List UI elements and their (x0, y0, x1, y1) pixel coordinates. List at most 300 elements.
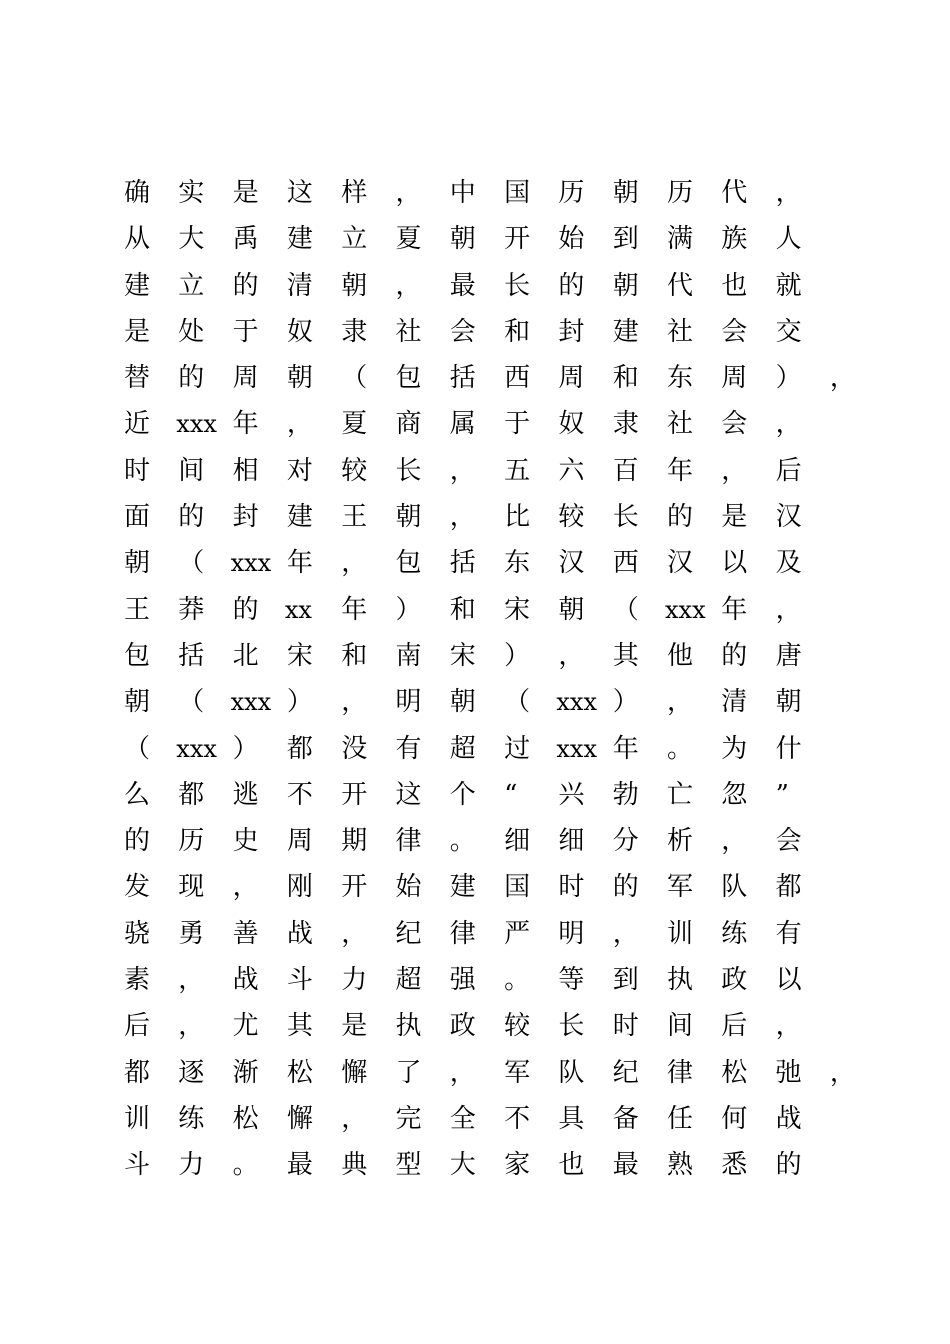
text-char: ， (721, 826, 748, 857)
text-char: 和 (504, 316, 531, 347)
text-char: 清 (286, 270, 313, 301)
text-char: 都 (178, 779, 205, 810)
text-line (124, 216, 854, 262)
text-char: 兴 (558, 779, 585, 810)
text-char: ， (775, 1011, 802, 1042)
text-char: 隶 (612, 409, 639, 440)
text-line (124, 309, 854, 355)
text-char: 立 (178, 270, 205, 301)
text-char: ， (232, 872, 259, 903)
text-char: 历 (667, 178, 694, 208)
text-char: 会 (721, 316, 748, 347)
text-char: ， (395, 270, 422, 301)
text-char: 熟 (667, 1150, 694, 1181)
text-char: 是 (721, 502, 748, 533)
text-char: 。 (449, 826, 476, 857)
text-char: 逃 (232, 779, 259, 810)
text-char: 细 (558, 826, 585, 857)
text-char: 忽 (721, 779, 748, 810)
text-char: 于 (232, 316, 259, 347)
text-char: 松 (286, 1057, 313, 1088)
text-char: 军 (504, 1057, 531, 1088)
text-char: 近 (124, 409, 151, 440)
text-char: 等 (558, 965, 585, 996)
text-char: 替 (124, 363, 151, 394)
text-char: ， (341, 687, 368, 718)
text-char: 都 (286, 733, 313, 764)
text-char: 六 (558, 455, 585, 486)
text-char: 建 (124, 270, 151, 301)
text-char: 纪 (395, 918, 422, 949)
text-char: 什 (775, 733, 802, 764)
text-char: xxx (556, 734, 597, 763)
text-char: 力 (178, 1150, 205, 1181)
text-char: 强 (449, 965, 476, 996)
text-char: 队 (558, 1057, 585, 1088)
text-char: 和 (449, 594, 476, 625)
text-char: 样 (341, 178, 368, 208)
text-char: 明 (558, 918, 585, 949)
text-char: 长 (558, 1011, 585, 1042)
text-char: 社 (395, 316, 422, 347)
text-line (124, 401, 854, 447)
text-char: ， (721, 455, 748, 486)
text-char: xxx (665, 595, 706, 624)
text-char: 现 (178, 872, 205, 903)
text-char: 勃 (612, 779, 639, 810)
text-char: 社 (667, 409, 694, 440)
text-char: 的 (667, 502, 694, 533)
text-char: 最 (286, 1150, 313, 1181)
text-char: 周 (232, 363, 259, 394)
text-char: ” (775, 779, 789, 810)
text-char: 属 (449, 409, 476, 440)
text-char: 满 (667, 224, 694, 255)
text-char: 东 (504, 548, 531, 579)
text-line (124, 448, 854, 494)
text-char: 细 (504, 826, 531, 857)
text-char: 时 (124, 455, 151, 486)
text-char: 年 (667, 455, 694, 486)
text-char: 年 (232, 409, 259, 440)
text-char: 年 (612, 733, 639, 764)
text-char: 面 (124, 502, 151, 533)
text-char: 执 (395, 1011, 422, 1042)
text-char: 这 (395, 779, 422, 810)
text-char: 骁 (124, 918, 151, 949)
text-char: ， (341, 548, 368, 579)
text-char: 朝 (124, 548, 151, 579)
text-char: 建 (449, 872, 476, 903)
text-line (124, 1142, 854, 1188)
text-char: 队 (721, 872, 748, 903)
text-char: （ (612, 594, 639, 625)
text-char: 开 (341, 779, 368, 810)
text-char: 社 (667, 316, 694, 347)
text-char: 时 (558, 872, 585, 903)
text-char: 朝 (395, 502, 422, 533)
text-char: 善 (232, 918, 259, 949)
text-char: 是 (232, 178, 259, 208)
text-char: 和 (341, 640, 368, 671)
text-char: 开 (504, 224, 531, 255)
text-char: 是 (124, 316, 151, 347)
text-char: 禹 (232, 224, 259, 255)
text-char: 族 (721, 224, 748, 255)
text-char: 朝 (449, 687, 476, 718)
text-char: 力 (341, 965, 368, 996)
text-char: 人 (775, 224, 802, 255)
text-char: 比 (504, 502, 531, 533)
text-char: ） (775, 363, 802, 394)
text-char: 始 (558, 224, 585, 255)
text-char: ， (775, 594, 802, 625)
text-char: 了 (395, 1057, 422, 1088)
text-char: 律 (449, 918, 476, 949)
text-char: 政 (721, 965, 748, 996)
text-line (124, 1050, 854, 1096)
text-char: 的 (178, 363, 205, 394)
text-char: 不 (504, 1103, 531, 1134)
text-char: 长 (504, 270, 531, 301)
text-char: 以 (775, 965, 802, 996)
text-char: 代 (721, 178, 748, 208)
text-char: 奴 (558, 409, 585, 440)
text-char: 其 (286, 1011, 313, 1042)
text-char: 期 (341, 826, 368, 857)
text-char: 汉 (775, 502, 802, 533)
text-char: 最 (449, 270, 476, 301)
text-char: 也 (558, 1150, 585, 1181)
text-char: 政 (449, 1011, 476, 1042)
text-char: 律 (395, 826, 422, 857)
text-char: 后 (721, 1011, 748, 1042)
text-char: 渐 (232, 1057, 259, 1088)
text-char: 宋 (504, 594, 531, 625)
text-char: 从 (124, 224, 151, 255)
text-char: 较 (504, 1011, 531, 1042)
text-char: 大 (449, 1150, 476, 1181)
text-char: ， (449, 502, 476, 533)
text-char: 备 (612, 1103, 639, 1134)
text-char: 朝 (775, 687, 802, 718)
text-char: 纪 (612, 1057, 639, 1088)
text-char: 斗 (124, 1150, 151, 1181)
text-char: 北 (232, 640, 259, 671)
text-char: 较 (341, 455, 368, 486)
text-char: ， (178, 1011, 205, 1042)
text-char: 始 (395, 872, 422, 903)
text-char: 封 (558, 316, 585, 347)
text-char: xxx (176, 410, 217, 439)
text-char: 松 (721, 1057, 748, 1088)
text-char: 执 (667, 965, 694, 996)
text-char: ） (612, 687, 639, 718)
text-char: 家 (504, 1150, 531, 1181)
text-char: 长 (395, 455, 422, 486)
text-char: 商 (395, 409, 422, 440)
text-char: 具 (558, 1103, 585, 1134)
text-char: 的 (124, 826, 151, 857)
text-char: ， (449, 455, 476, 486)
text-char: 及 (775, 548, 802, 579)
text-char: 型 (395, 1150, 422, 1181)
text-line (124, 772, 854, 818)
text-char: 于 (504, 409, 531, 440)
text-char: 历 (558, 178, 585, 208)
text-char: 过 (504, 733, 531, 764)
text-char: 为 (721, 733, 748, 764)
text-char: 全 (449, 1103, 476, 1134)
text-char: “ (504, 779, 518, 810)
text-char: 立 (341, 224, 368, 255)
text-char: ， (667, 687, 694, 718)
text-char: 其 (612, 640, 639, 671)
text-char: 的 (721, 640, 748, 671)
text-char: ， (829, 363, 856, 394)
text-line (124, 633, 854, 679)
text-line (124, 726, 854, 772)
text-line (124, 1003, 854, 1049)
text-char: ， (558, 640, 585, 671)
text-char: 也 (721, 270, 748, 301)
text-char: 不 (286, 779, 313, 810)
text-char: 年 (721, 594, 748, 625)
text-char: 朝 (341, 270, 368, 301)
text-char: 到 (612, 965, 639, 996)
text-char: 周 (286, 826, 313, 857)
text-line (124, 1096, 854, 1142)
text-char: 宋 (286, 640, 313, 671)
text-char: 历 (178, 826, 205, 857)
text-char: 的 (232, 270, 259, 301)
text-char: 弛 (775, 1057, 802, 1088)
text-char: ， (395, 178, 422, 208)
text-char: 任 (667, 1103, 694, 1134)
text-char: 训 (124, 1103, 151, 1134)
text-char: 朝 (612, 178, 639, 208)
text-line (124, 957, 854, 1003)
text-char: xxx (556, 688, 597, 717)
text-char: 实 (178, 178, 205, 208)
text-char: 较 (558, 502, 585, 533)
text-char: 训 (667, 918, 694, 949)
text-char: 斗 (286, 965, 313, 996)
text-line (124, 679, 854, 725)
text-char: ） (504, 640, 531, 671)
text-char: xxx (230, 688, 272, 717)
text-char: 。 (504, 965, 531, 996)
text-char: 有 (775, 918, 802, 949)
text-char: 是 (341, 1011, 368, 1042)
text-char: 典 (341, 1150, 368, 1181)
text-char: 超 (449, 733, 476, 764)
text-char: ） (286, 687, 313, 718)
text-char: 交 (775, 316, 802, 347)
text-line (124, 355, 854, 401)
text-char: 么 (124, 779, 151, 810)
text-char: xxx (230, 549, 272, 578)
text-char: 都 (775, 872, 802, 903)
text-char: 会 (721, 409, 748, 440)
text-char: 汉 (667, 548, 694, 579)
text-char: 刚 (286, 872, 313, 903)
text-char: 宋 (449, 640, 476, 671)
text-char: 包 (124, 640, 151, 671)
text-char: ， (341, 918, 368, 949)
text-line (124, 911, 854, 957)
text-line (124, 170, 854, 216)
text-char: 括 (449, 548, 476, 579)
body-text (124, 170, 854, 1189)
text-char: 年 (341, 594, 368, 625)
text-char: 。 (667, 733, 694, 764)
text-char: xx (284, 595, 312, 624)
text-char: 就 (775, 270, 802, 301)
text-char: 代 (667, 270, 694, 301)
text-char: 长 (612, 502, 639, 533)
text-char: 到 (612, 224, 639, 255)
text-line (124, 263, 854, 309)
text-char: 处 (178, 316, 205, 347)
text-char: 相 (232, 455, 259, 486)
text-char: 战 (775, 1103, 802, 1134)
text-line (124, 587, 854, 633)
text-char: 开 (341, 872, 368, 903)
text-char: 军 (667, 872, 694, 903)
text-char: xxx (176, 734, 217, 763)
text-char: 汉 (558, 548, 585, 579)
text-char: ） (395, 594, 422, 625)
text-char: 没 (341, 733, 368, 764)
text-char: ， (612, 918, 639, 949)
text-char: 奴 (286, 316, 313, 347)
text-char: 莽 (178, 594, 205, 625)
text-char: （ (504, 687, 531, 718)
text-char: 建 (612, 316, 639, 347)
text-char: 夏 (341, 409, 368, 440)
text-char: 东 (667, 363, 694, 394)
text-char: ， (449, 1057, 476, 1088)
text-char: 超 (395, 965, 422, 996)
text-char: 战 (286, 918, 313, 949)
text-char: 亡 (667, 779, 694, 810)
text-char: 大 (178, 224, 205, 255)
text-char: 间 (178, 455, 205, 486)
text-char: 对 (286, 455, 313, 486)
text-char: ， (775, 178, 802, 208)
text-char: 练 (721, 918, 748, 949)
text-char: 会 (449, 316, 476, 347)
text-char: 清 (721, 687, 748, 718)
text-char: 他 (667, 640, 694, 671)
text-line (124, 494, 854, 540)
text-char: 中 (449, 178, 476, 208)
text-char: 析 (667, 826, 694, 857)
text-char: 完 (395, 1103, 422, 1134)
text-char: 素 (124, 965, 151, 996)
text-char: 括 (449, 363, 476, 394)
text-char: 包 (395, 548, 422, 579)
text-char: （ (178, 687, 205, 718)
text-char: 的 (558, 270, 585, 301)
text-char: 建 (286, 224, 313, 255)
text-char: 国 (504, 178, 531, 208)
text-char: 史 (232, 826, 259, 857)
text-char: 以 (721, 548, 748, 579)
text-char: 百 (612, 455, 639, 486)
text-char: 西 (504, 363, 531, 394)
text-char: 都 (124, 1057, 151, 1088)
text-char: 的 (178, 502, 205, 533)
text-char: （ (124, 733, 151, 764)
text-char: （ (341, 363, 368, 394)
text-char: 朝 (612, 270, 639, 301)
text-char: ， (829, 1057, 856, 1088)
text-line (124, 864, 854, 910)
text-char: 会 (775, 826, 802, 857)
text-char: 封 (232, 502, 259, 533)
text-char: 最 (612, 1150, 639, 1181)
text-char: 周 (558, 363, 585, 394)
text-char: 逐 (178, 1057, 205, 1088)
text-char: 悉 (721, 1150, 748, 1181)
text-char: 何 (721, 1103, 748, 1134)
text-char: 确 (124, 178, 151, 208)
text-char: 严 (504, 918, 531, 949)
text-char: 和 (612, 363, 639, 394)
text-char: 这 (286, 178, 313, 208)
text-char: 西 (612, 548, 639, 579)
text-char: （ (178, 548, 205, 579)
text-char: 懈 (286, 1103, 313, 1134)
text-char: 的 (612, 872, 639, 903)
text-char: 王 (341, 502, 368, 533)
text-char: 夏 (395, 224, 422, 255)
text-line (124, 818, 854, 864)
text-char: ， (341, 1103, 368, 1134)
text-char: 战 (232, 965, 259, 996)
text-char: 的 (775, 1150, 802, 1181)
text-char: 间 (667, 1011, 694, 1042)
text-char: 年 (286, 548, 313, 579)
text-char: 国 (504, 872, 531, 903)
text-char: 朝 (558, 594, 585, 625)
text-char: 发 (124, 872, 151, 903)
text-char: ， (178, 965, 205, 996)
text-char: 朝 (124, 687, 151, 718)
text-char: 朝 (286, 363, 313, 394)
text-char: ， (775, 409, 802, 440)
text-char: 周 (721, 363, 748, 394)
text-char: 南 (395, 640, 422, 671)
text-char: 括 (178, 640, 205, 671)
text-char: 后 (775, 455, 802, 486)
text-char: 包 (395, 363, 422, 394)
text-char: 的 (232, 594, 259, 625)
text-char: 松 (232, 1103, 259, 1134)
text-char: 分 (612, 826, 639, 857)
text-char: 练 (178, 1103, 205, 1134)
text-char: 律 (667, 1057, 694, 1088)
text-char: 时 (612, 1011, 639, 1042)
text-char: 五 (504, 455, 531, 486)
text-char: 有 (395, 733, 422, 764)
text-char: ） (232, 733, 259, 764)
text-char: 。 (232, 1150, 259, 1181)
text-char: 明 (395, 687, 422, 718)
text-char: 建 (286, 502, 313, 533)
